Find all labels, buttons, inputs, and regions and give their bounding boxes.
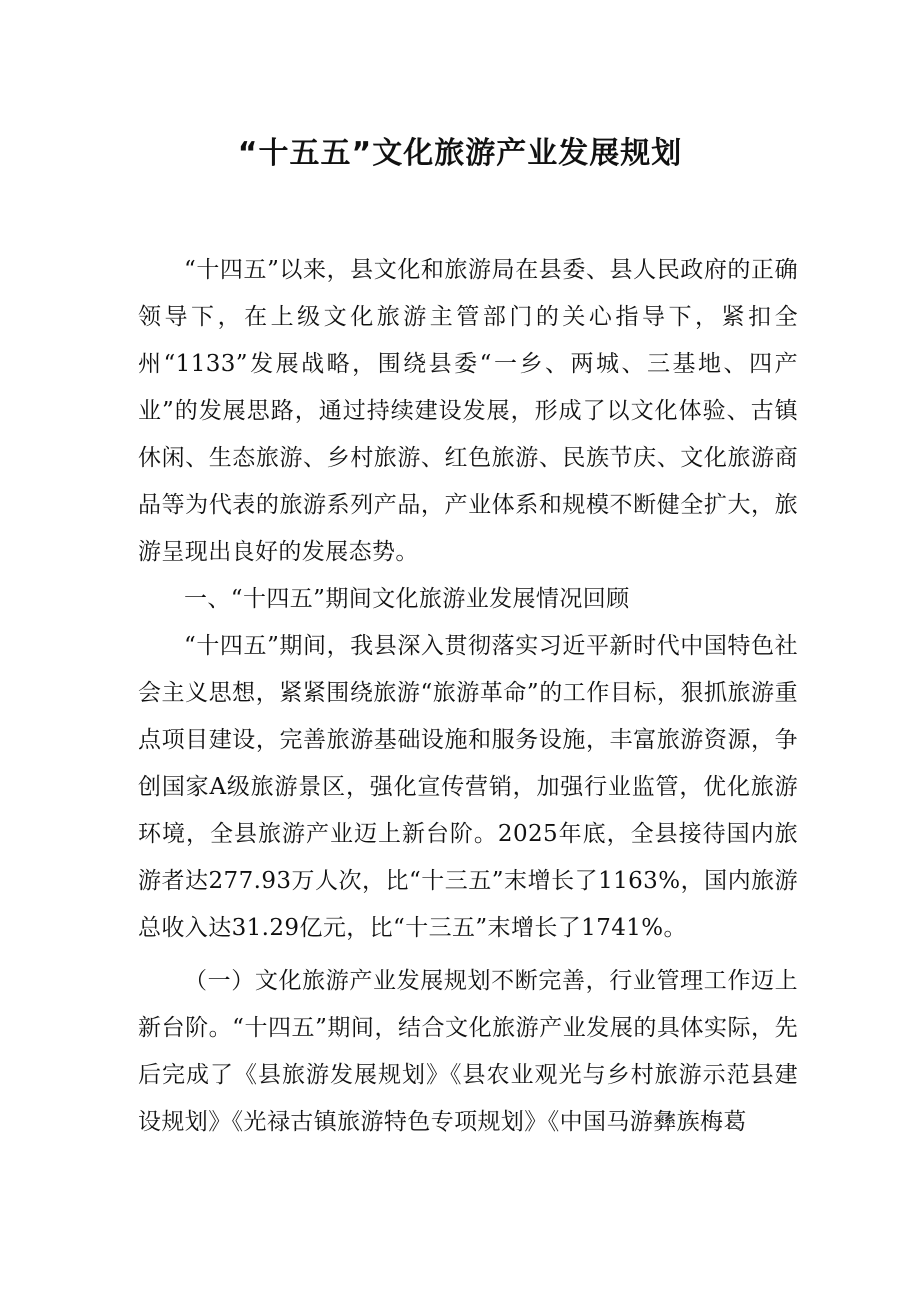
review-paragraph: “十四五”期间，我县深入贯彻落实习近平新时代中国特色社会主义思想，紧紧围绕旅游“旅游革命”的工作目标，狠抓旅游重点项目建设，完善旅游基础设施和服务设施，丰富旅游资源，争创国家A级旅游景区，强化宣传营销，加强行业监管，优化旅游环境，全县旅游产业迈上新台阶。2025年底，全县接待国内旅游者达277.93万人次，比“十三五”末增长了1163%，国内旅游总收入达31.29亿元，比“十三五”末增长了1741%。 — [138, 633, 798, 941]
section-heading-1: 一、“十四五”期间文化旅游业发展情况回顾 — [184, 586, 630, 612]
subsection-paragraph-1: （一）文化旅游产业发展规划不断完善，行业管理工作迈上新台阶。“十四五”期间，结合文化旅游产业发展的具体实际，先后完成了《县旅游发展规划》《县农业观光与乡村旅游示范县建设规划》《光禄古镇旅游特色专项规划》《中国马游彝族梅葛 — [138, 968, 798, 1135]
document-body — [138, 247, 798, 1146]
document-title: “十五五”文化旅游产业发展规划 — [237, 136, 683, 171]
intro-paragraph: “十四五”以来，县文化和旅游局在县委、县人民政府的正确领导下，在上级文化旅游主管部门的关心指导下，紧扣全州“1133”发展战略，围绕县委“一乡、两城、三基地、四产业”的发展思路，通过持续建设发展，形成了以文化体验、古镇休闲、生态旅游、乡村旅游、红色旅游、民族节庆、文化旅游商品等为代表的旅游系列产品，产业体系和规模不断健全扩大，旅游呈现出良好的发展态势。 — [138, 257, 798, 565]
